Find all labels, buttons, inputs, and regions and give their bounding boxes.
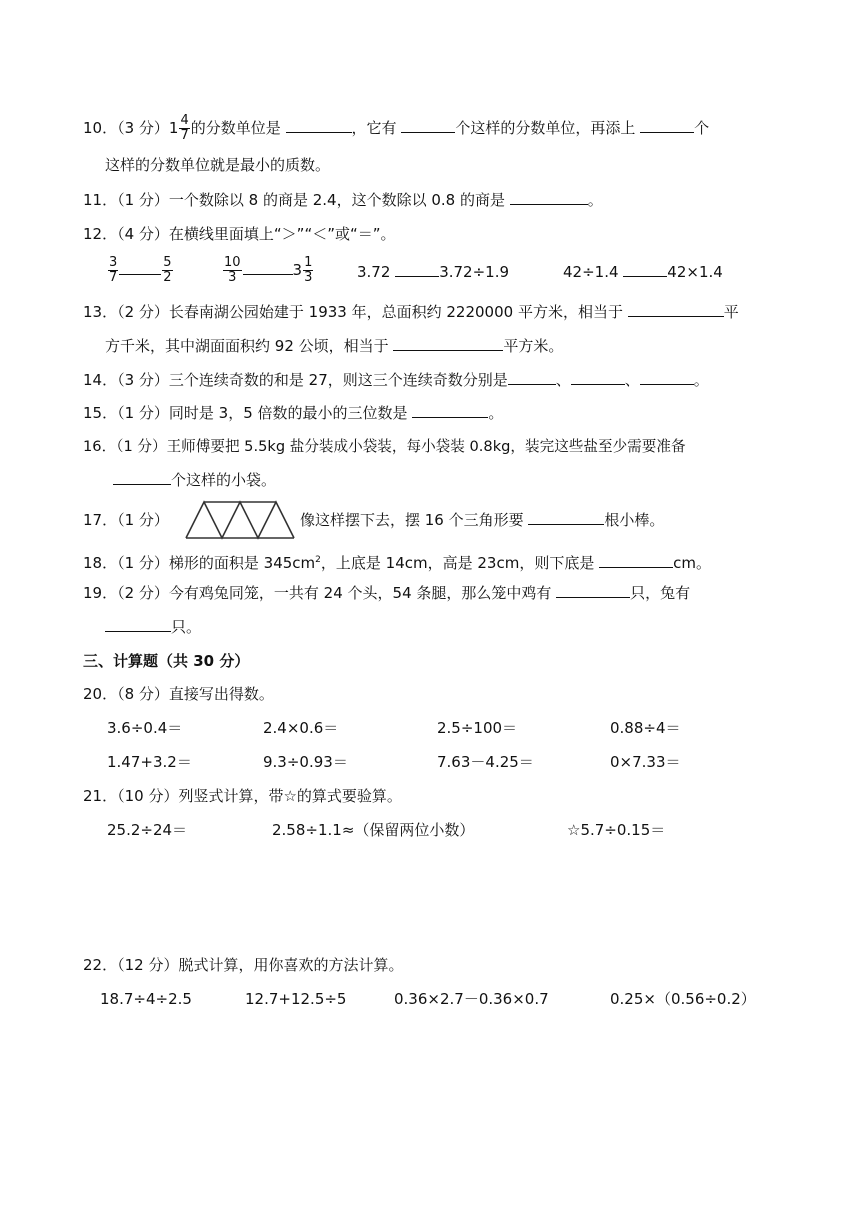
answer-blank[interactable] (640, 118, 694, 133)
q17-label: 17．（1 分） (83, 511, 169, 529)
answer-blank[interactable] (119, 262, 161, 275)
q17-body: 像这样摆下去，摆 16 个三角形要 (300, 511, 524, 529)
q15 (83, 403, 503, 423)
calc-item: ☆5.7÷0.15＝ (567, 821, 666, 839)
expr: 3.72 (357, 263, 391, 281)
q17-text (300, 510, 664, 530)
answer-blank[interactable] (286, 118, 352, 133)
fraction-num: 10 (224, 255, 241, 270)
q11 (83, 190, 603, 210)
q10-text1: 的分数单位是 (190, 119, 281, 137)
fraction (108, 256, 118, 285)
fraction (303, 256, 313, 285)
q18 (83, 550, 711, 573)
q18-end: cm。 (673, 554, 711, 572)
section-title: 三、计算题（共 30 分） (83, 652, 250, 670)
q12-compare-row3 (357, 262, 509, 282)
q10-fraction (179, 114, 189, 143)
q18-text: 18．（1 分）梯形的面积是 345cm (83, 554, 316, 572)
q13-line2 (105, 336, 563, 356)
calc-item: 25.2÷24＝ (107, 821, 188, 839)
q13-text: 方千米，其中湖面面积约 92 公顷，相当于 (105, 337, 389, 355)
answer-blank[interactable] (412, 403, 488, 418)
q10-line2: 这样的分数单位就是最小的质数。 (105, 156, 331, 174)
q18-text: ，上底是 14cm，高是 23cm，则下底是 (320, 554, 595, 572)
fraction-num: 3 (109, 255, 118, 270)
q10-frac-num: 4 (180, 113, 189, 128)
q11-text: 11．（1 分）一个数除以 8 的商是 2.4，这个数除以 0.8 的商是 (83, 191, 505, 209)
answer-blank[interactable] (393, 336, 503, 351)
answer-blank[interactable] (395, 262, 439, 277)
q13-text: 13．（2 分）长春南湖公园始建于 1933 年，总面积约 2220000 平方米，相当于 (83, 303, 623, 321)
calc-item: 9.3÷0.93＝ (263, 753, 348, 771)
fraction-den: 7 (109, 270, 118, 285)
q19-text: 只，兔有 (630, 584, 691, 602)
q10-text4: 个 (694, 119, 710, 137)
q10-text3: 个这样的分数单位，再添上 (455, 119, 636, 137)
q15-end: 。 (488, 404, 504, 422)
calc-item: 18.7÷4÷2.5 (100, 990, 192, 1008)
q14-text: 14．（3 分）三个连续奇数的和是 27，则这三个连续奇数分别是 (83, 371, 508, 389)
expr: 42×1.4 (667, 263, 723, 281)
q10-number: 10． (83, 119, 118, 137)
q10-score: （3 分） (117, 119, 169, 137)
answer-blank[interactable] (105, 617, 171, 632)
triangle-sticks-figure (184, 500, 300, 540)
answer-blank[interactable] (599, 553, 673, 568)
q15-text: 15．（1 分）同时是 3，5 倍数的最小的三位数是 (83, 404, 408, 422)
q14-end: 。 (693, 371, 709, 389)
answer-blank[interactable] (623, 262, 667, 277)
answer-blank[interactable] (640, 370, 694, 385)
answer-blank[interactable] (556, 583, 630, 598)
calc-item: 12.7+12.5÷5 (245, 990, 347, 1008)
q12-compare-row4 (563, 262, 723, 282)
q14 (83, 370, 709, 390)
q13-text: 平方米。 (503, 337, 564, 355)
expr: 42÷1.4 (563, 263, 619, 281)
fraction (162, 256, 172, 285)
q19-line2 (105, 617, 201, 637)
q10-frac-den: 7 (180, 128, 189, 143)
calc-item: 2.58÷1.1≈（保留两位小数） (272, 821, 475, 839)
q18-superscript: 2 (315, 555, 321, 565)
q16-line1: 16．（1 分）王师傅要把 5.5kg 盐分装成小袋装，每小袋装 0.8kg，装完这些盐至少需要准备 (83, 438, 686, 455)
separator: 、 (555, 371, 571, 389)
q10-text2: ，它有 (351, 119, 397, 137)
answer-blank[interactable] (571, 370, 625, 385)
answer-blank[interactable] (528, 510, 604, 525)
q19-text: 19．（2 分）今有鸡兔同笼，一共有 24 个头，54 条腿，那么笼中鸡有 (83, 584, 552, 602)
q21: 21．（10 分）列竖式计算，带☆的算式要验算。 (83, 787, 402, 805)
q17 (83, 510, 169, 530)
answer-blank[interactable] (113, 470, 171, 485)
calc-item: 7.63－4.25＝ (437, 753, 534, 771)
fraction-den: 3 (228, 270, 237, 285)
expr: 3.72÷1.9 (439, 263, 510, 281)
calc-item: 0.88÷4＝ (610, 719, 681, 737)
q19-text: 只。 (171, 618, 202, 636)
answer-blank[interactable] (628, 302, 724, 317)
fraction-den: 2 (163, 270, 172, 285)
q16-text: 个这样的小袋。 (171, 471, 277, 489)
answer-blank[interactable] (401, 118, 455, 133)
calc-item: 2.5÷100＝ (437, 719, 518, 737)
q12-compare-row2 (222, 255, 314, 285)
q22: 22．（12 分）脱式计算，用你喜欢的方法计算。 (83, 956, 404, 974)
separator: 、 (624, 371, 640, 389)
q12: 12．（4 分）在横线里面填上“＞”“＜”或“＝”。 (83, 225, 396, 243)
mixed-whole: 3 (292, 261, 303, 279)
calc-item: 3.6÷0.4＝ (107, 719, 183, 737)
calc-item: 2.4×0.6＝ (263, 719, 339, 737)
calc-item: 0×7.33＝ (610, 753, 681, 771)
q12-compare-row (107, 255, 174, 285)
fraction-num: 5 (163, 255, 172, 270)
q19-line1 (83, 583, 690, 603)
answer-blank[interactable] (243, 262, 293, 275)
q16-line2 (113, 470, 276, 490)
q13-text: 平 (723, 303, 739, 321)
fraction (223, 256, 242, 285)
calc-item: 1.47+3.2＝ (107, 753, 192, 771)
q13-line1 (83, 302, 739, 322)
answer-blank[interactable] (508, 370, 556, 385)
calc-item: 0.25×（0.56÷0.2） (610, 990, 756, 1008)
q20: 20．（8 分）直接写出得数。 (83, 685, 274, 703)
fraction-den: 3 (304, 270, 313, 285)
q10-whole: 1 (168, 119, 179, 137)
answer-blank[interactable] (510, 190, 588, 205)
fraction-num: 1 (304, 255, 313, 270)
q10-line1 (83, 114, 709, 143)
calc-item: 0.36×2.7－0.36×0.7 (394, 990, 549, 1008)
q17-end: 根小棒。 (604, 511, 665, 529)
q11-end: 。 (587, 191, 603, 209)
